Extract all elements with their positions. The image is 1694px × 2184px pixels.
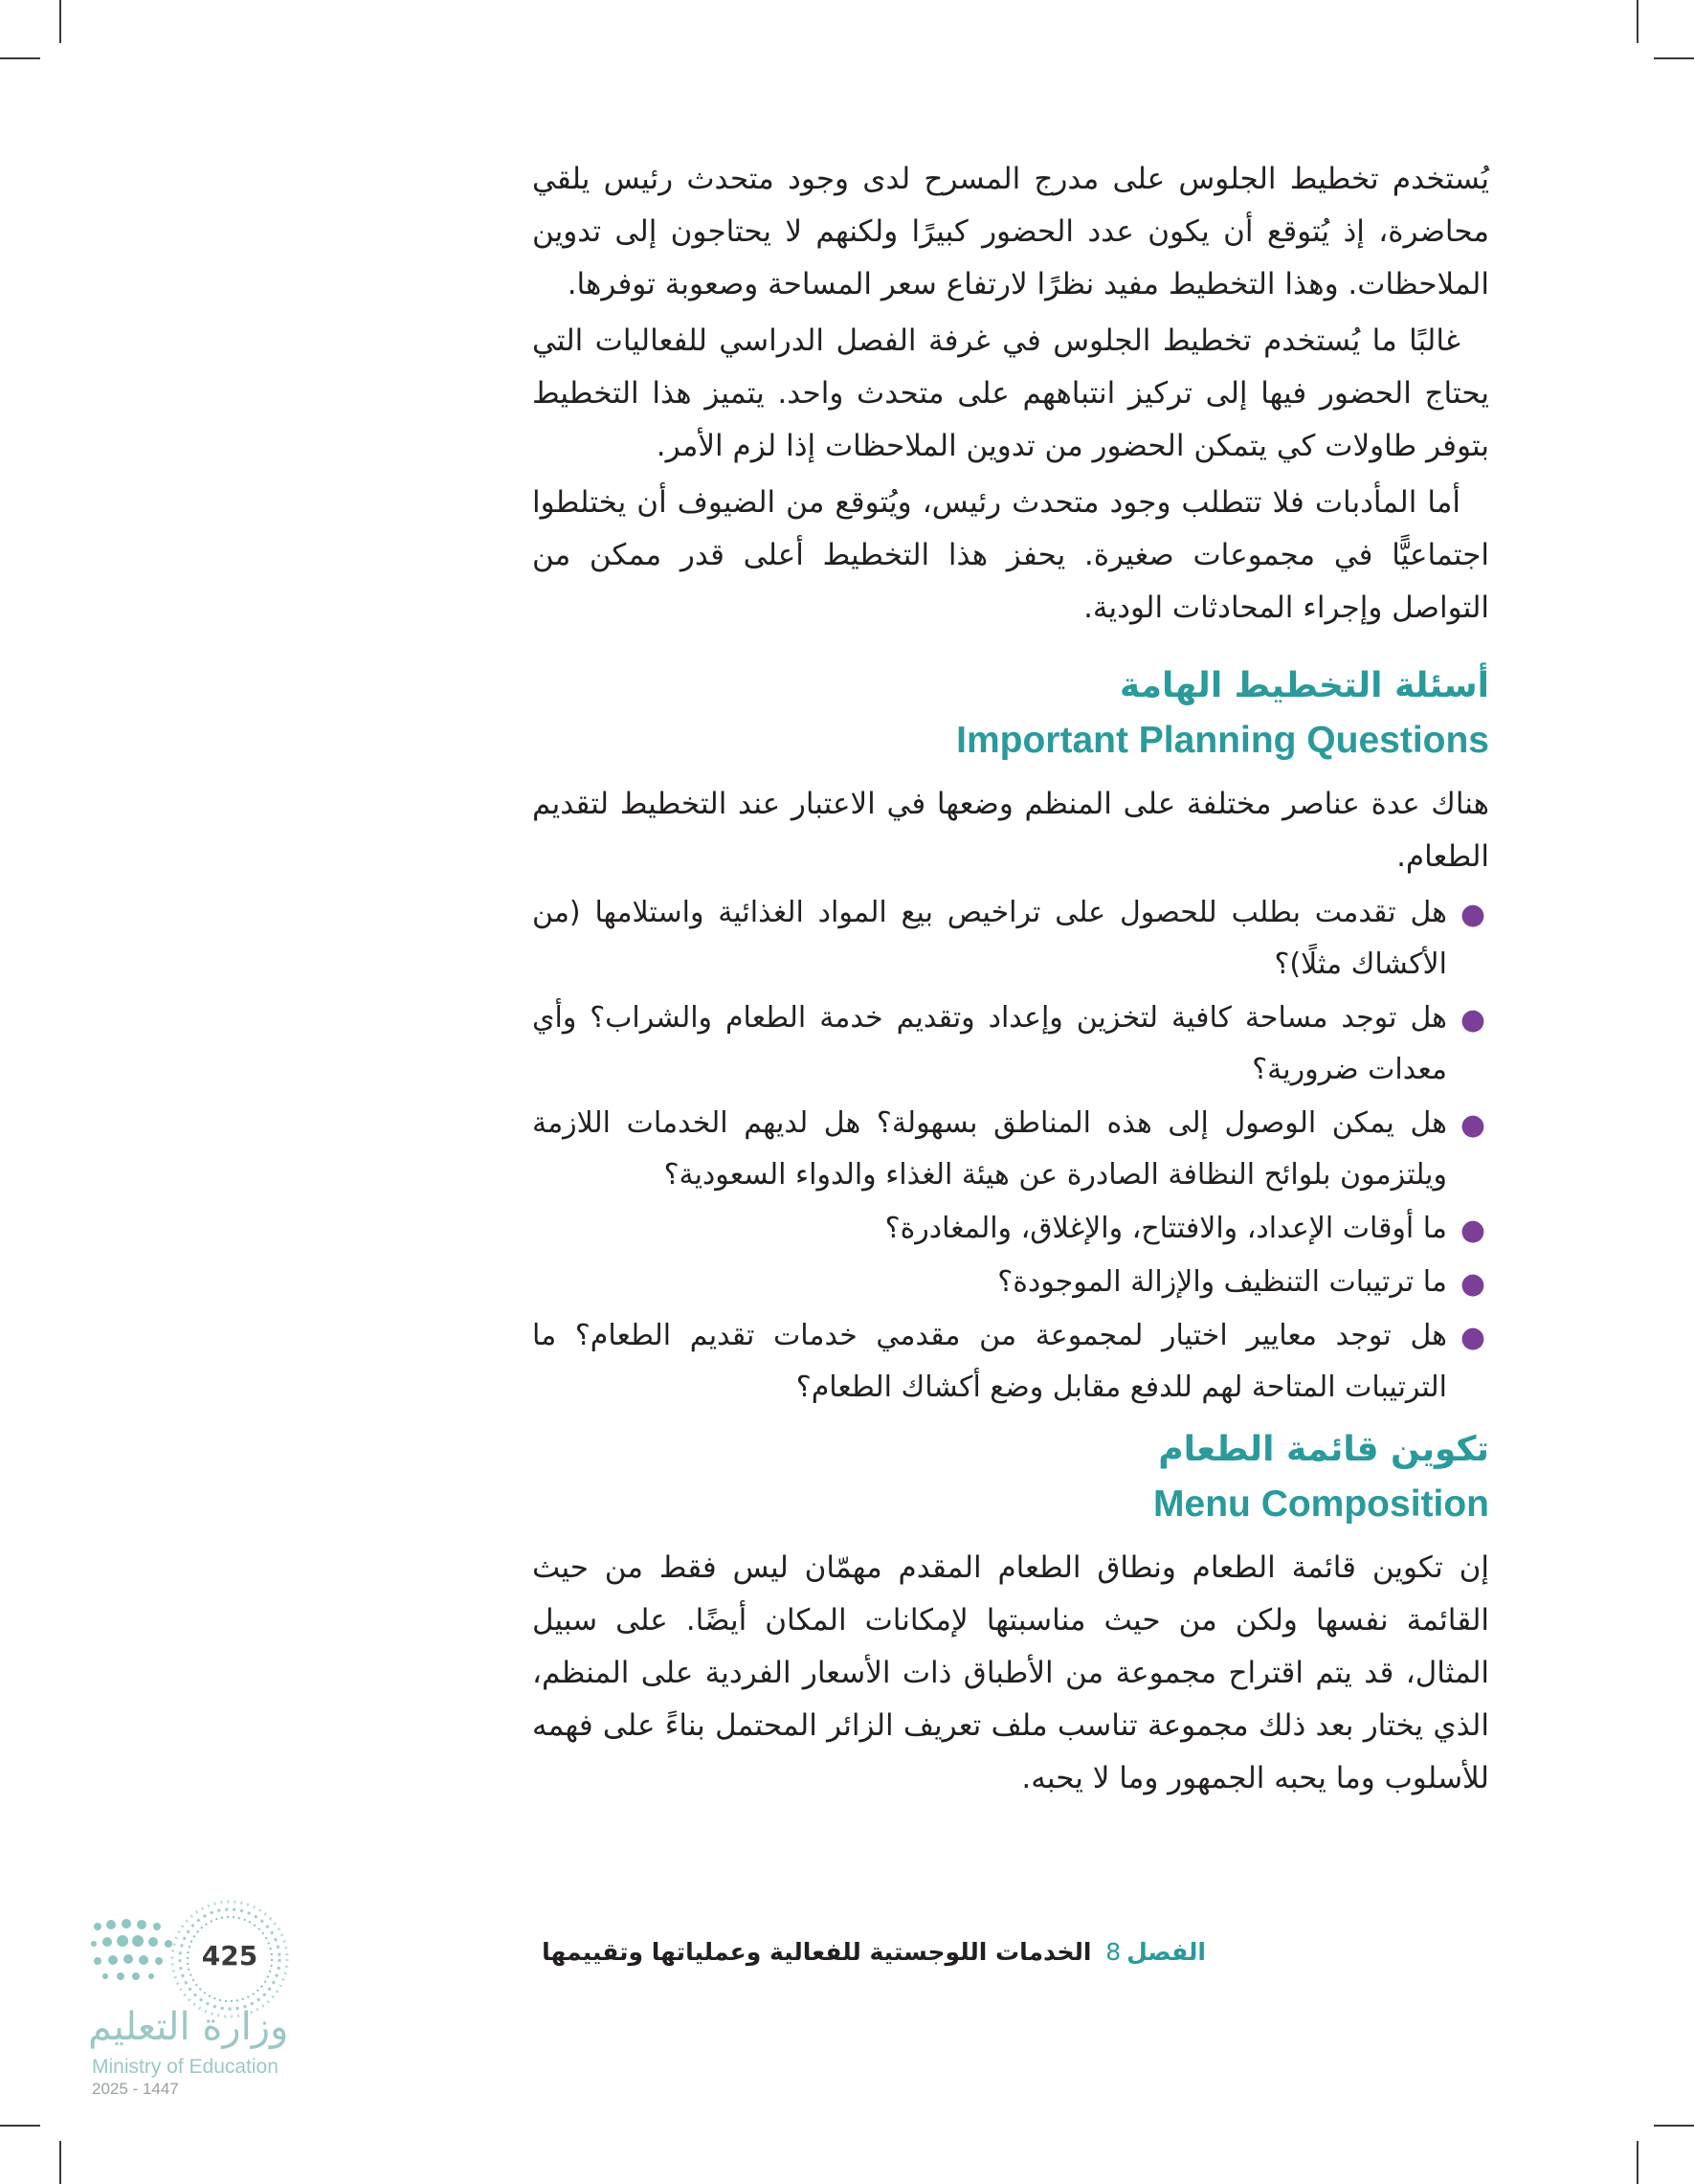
- list-item: [532, 1257, 1489, 1308]
- crop-mark: [0, 57, 40, 59]
- section-heading-arabic: تكوين قائمة الطعام: [1158, 1430, 1489, 1469]
- page-number: 425: [201, 1940, 258, 1972]
- bullet-icon: ●: [1460, 898, 1485, 931]
- chapter-title: الخدمات اللوجستية للفعالية وعملياتها وتقييمها: [542, 1938, 1092, 1966]
- planning-questions-list: [532, 887, 1489, 1414]
- body-paragraph: أما المأدبات فلا تتطلب وجود متحدث رئيس، ويُتوقع من الضيوف أن يختلطوا اجتماعيًّا في مجموعات صغيرة. يحفز هذا التخطيط أعلى قدر ممكن من التواصل وإجراء المحادثات الودية.: [532, 485, 1489, 625]
- crop-mark: [0, 2125, 40, 2127]
- body-paragraph: هناك عدة عناصر مختلفة على المنظم وضعها في الاعتبار عند التخطيط لتقديم الطعام.: [532, 787, 1489, 874]
- crop-mark: [1637, 0, 1638, 43]
- crop-mark: [59, 2141, 61, 2184]
- list-item-text: هل توجد معايير اختيار لمجموعة من مقدمي خدمات تقديم الطعام؟ ما الترتيبات المتاحة لهم للدفع مقابل وضع أكشاك الطعام؟: [532, 1319, 1447, 1404]
- bullet-icon: ●: [1460, 1321, 1485, 1354]
- edition-year: 2025 - 1447: [92, 2080, 179, 2098]
- body-paragraph: يُستخدم تخطيط الجلوس على مدرج المسرح لدى وجود متحدث رئيس يلقي محاضرة، إذ يُتوقع أن يكون عدد الحضور كبيرًا ولكنهم لا يحتاجون إلى تدوين الملاحظات. وهذا التخطيط مفيد نظرًا لارتفاع سعر المساحة وصعوبة توفرها.: [532, 162, 1489, 301]
- section-heading-english: Menu Composition: [1153, 1483, 1489, 1525]
- crop-mark: [1654, 57, 1694, 59]
- body-paragraph: إن تكوين قائمة الطعام ونطاق الطعام المقدم مهمّان ليس فقط من حيث القائمة نفسها ولكن من حيث مناسبتها لإمكانات المكان أيضًا. على سبيل المثال، قد يتم اقتراح مجموعة من الأطباق ذات الأسعار الفردية على المنظم، الذي يختار بعد ذلك مجموعة تناسب ملف تعريف الزائر المحتمل بناءً على فهمه للأسلوب وما يحبه الجمهور وما لا يحبه.: [532, 1550, 1489, 1795]
- section-heading-arabic: أسئلة التخطيط الهامة: [1119, 666, 1489, 705]
- list-item: [532, 1310, 1489, 1414]
- list-item: [532, 992, 1489, 1096]
- bullet-icon: ●: [1460, 1214, 1485, 1247]
- list-item-text: ما ترتيبات التنظيف والإزالة الموجودة؟: [997, 1265, 1447, 1299]
- list-item: [532, 1203, 1489, 1255]
- ministry-logo-icon: [86, 1881, 306, 2082]
- chapter-label: الفصل: [1126, 1938, 1206, 1966]
- list-item-text: هل تقدمت بطلب للحصول على تراخيص بيع المواد الغذائية واستلامها (من الأكشاك مثلًا)؟: [532, 896, 1447, 981]
- crop-mark: [1654, 2125, 1694, 2127]
- ministry-name-english: Ministry of Education: [92, 2056, 279, 2078]
- page-content: [532, 153, 1489, 1809]
- list-item-text: هل توجد مساحة كافية لتخزين وإعداد وتقديم خدمة الطعام والشراب؟ وأي معدات ضرورية؟: [532, 1001, 1447, 1086]
- body-paragraph: غالبًا ما يُستخدم تخطيط الجلوس في غرفة الفصل الدراسي للفعاليات التي يحتاج الحضور فيها إلى تركيز انتباههم على متحدث واحد. يتميز هذا التخطيط بتوفر طاولات كي يتمكن الحضور من تدوين الملاحظات إذا لزم الأمر.: [532, 323, 1489, 463]
- ministry-name-arabic: وزارة التعليم: [88, 2005, 289, 2049]
- bullet-icon: ●: [1460, 1108, 1485, 1142]
- crop-mark: [59, 0, 61, 43]
- crop-mark: [1637, 2141, 1638, 2184]
- bullet-icon: ●: [1460, 1003, 1485, 1036]
- list-item: [532, 887, 1489, 991]
- list-item-text: ما أوقات الإعداد، والافتتاح، والإغلاق، والمغادرة؟: [884, 1212, 1447, 1245]
- section-heading-english: Important Planning Questions: [956, 720, 1489, 761]
- bullet-icon: ●: [1460, 1267, 1485, 1301]
- chapter-number: 8: [1105, 1938, 1122, 1966]
- list-item: [532, 1098, 1489, 1201]
- footer-chapter-title: [536, 1938, 1206, 1966]
- list-item-text: هل يمكن الوصول إلى هذه المناطق بسهولة؟ هل لديهم الخدمات اللازمة ويلتزمون بلوائح النظافة الصادرة عن هيئة الغذاء والدواء السعودية؟: [532, 1106, 1447, 1192]
